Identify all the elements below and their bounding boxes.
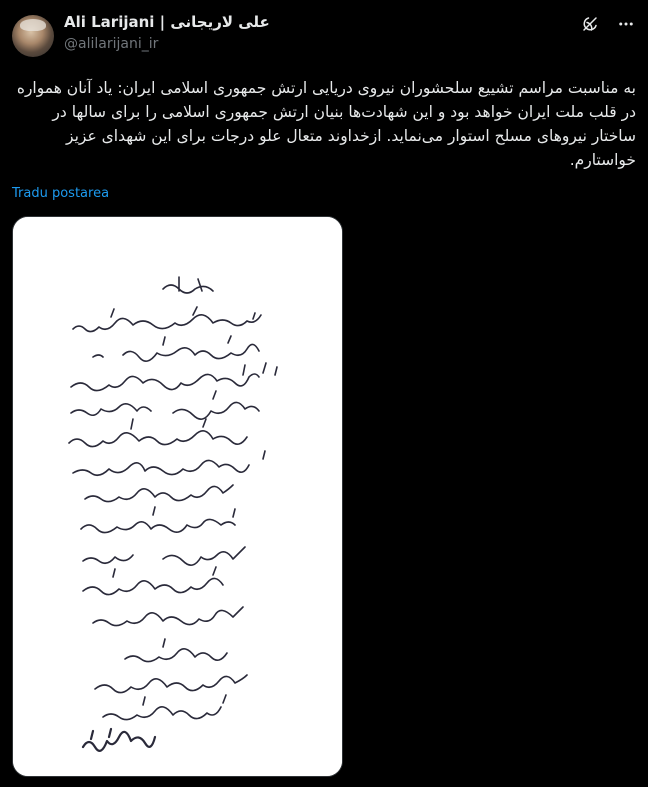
post-image[interactable] bbox=[12, 216, 343, 777]
handwritten-letter-image bbox=[13, 217, 343, 777]
avatar[interactable] bbox=[12, 15, 54, 57]
more-icon[interactable] bbox=[616, 14, 636, 34]
post-text: به مناسبت مراسم تشییع سلحشوران نیروی دریایی ارتش جمهوری اسلامی ایران: یاد آنان همواره در قلب ملت ایران خواهد بود و این شهادت‌ها بنیان ارتش جمهوری اسلامی را برای سالها در ساختار نیروهای مسلح استوار می‌نماید. ازخداوند متعال علو درجات برای این شهدای عزیز خواستارم. bbox=[16, 79, 636, 169]
header-actions bbox=[580, 14, 636, 34]
author-names bbox=[64, 12, 580, 54]
post-header bbox=[12, 12, 636, 60]
display-name[interactable]: Ali Larijani | علی لاریجانی bbox=[64, 13, 270, 31]
name-row bbox=[64, 12, 580, 32]
grok-icon[interactable] bbox=[580, 14, 600, 34]
translate-post-link[interactable]: Tradu postarea bbox=[12, 186, 110, 201]
handle[interactable]: @alilarijani_ir bbox=[64, 36, 159, 52]
